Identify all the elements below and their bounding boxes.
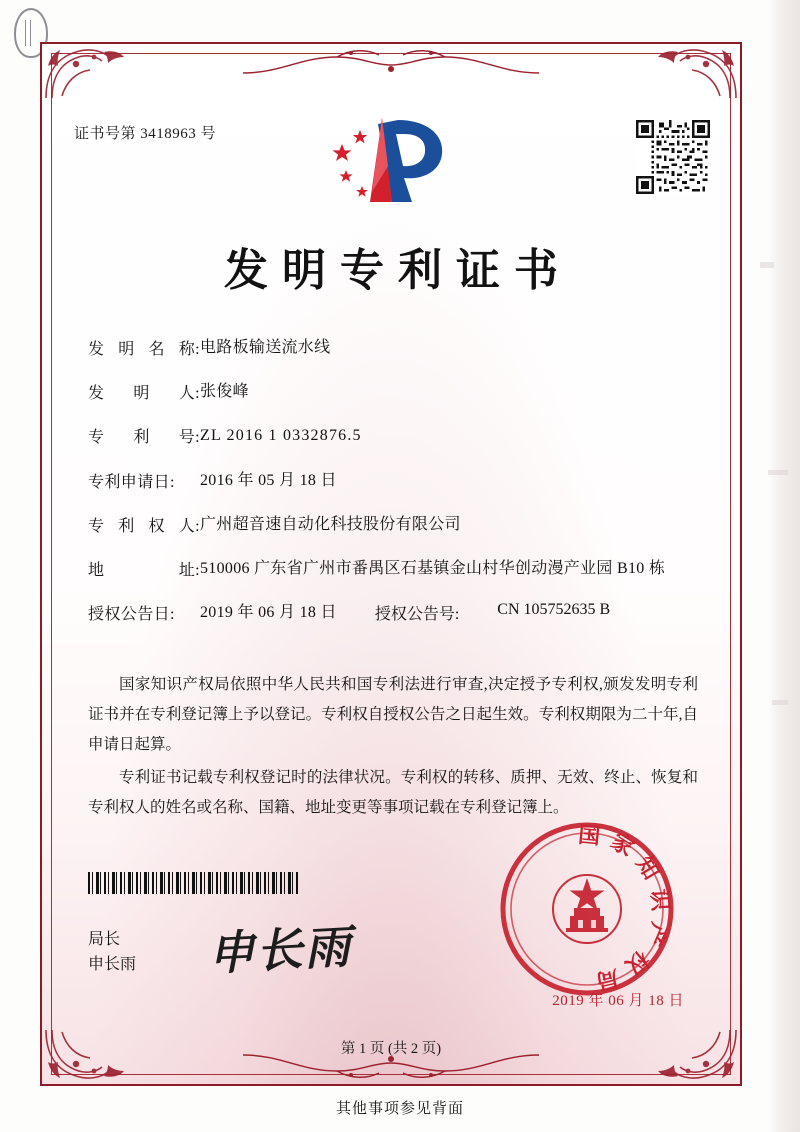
certificate-number: 证书号第 3418963 号: [74, 126, 217, 142]
field-label: 专 利 号:: [88, 429, 200, 447]
field-value: ZL 2016 1 0332876.5: [200, 427, 362, 445]
scan-artifact: [760, 262, 774, 268]
field-application-date: [88, 469, 694, 492]
scan-edge-shadow: [766, 0, 800, 1132]
official-seal-icon: [494, 816, 680, 1002]
field-grant-announcement: [88, 601, 694, 624]
field-label-secondary: 授权公告号:: [374, 606, 460, 624]
svg-text:国家知识产权局: 国家知识产权局: [577, 821, 674, 997]
page-indicator: 第 1 页 (共 2 页): [340, 1041, 442, 1057]
field-label: 发 明 名 称:: [88, 341, 200, 358]
field-list: [88, 336, 694, 645]
field-label: 专利申请日:: [88, 473, 175, 491]
cnipa-logo-icon: [326, 114, 456, 210]
signer-block: [88, 928, 136, 978]
field-label: 授权公告日:: [88, 606, 175, 624]
page-title: 发明专利证书: [224, 245, 572, 296]
field-value: 电路板输送流水线: [200, 339, 331, 356]
field-label: 地 址:: [88, 561, 200, 579]
field-patentee: [88, 513, 694, 536]
scan-artifact: [772, 700, 788, 705]
legal-text: [88, 670, 698, 825]
handwritten-signature: 申长雨: [206, 919, 354, 981]
field-patent-number: [88, 424, 694, 447]
field-value-secondary: CN 105752635 B: [497, 601, 611, 619]
corner-ornament-icon: [42, 44, 128, 102]
barcode-icon: [88, 872, 300, 894]
legal-paragraph: 国家知识产权局依照中华人民共和国专利法进行审查,决定授予专利权,颁发发明专利证书并在专利登记簿上予以登记。专利权自授权公告之日起生效。专利权期限为二十年,自申请日起算。: [88, 676, 698, 754]
legal-paragraph: 专利证书记载专利权登记时的法律状况。专利权的转移、质押、无效、终止、恢复和专利权人的姓名或名称、国籍、地址变更等事项记载在专利登记簿上。: [88, 768, 698, 816]
top-ornament-icon: [241, 43, 541, 77]
seal-date: 2019 年 06 月 18 日: [552, 993, 684, 1009]
field-value: 2019 年 06 月 18 日: [200, 604, 337, 622]
field-value: 510006 广东省广州市番禺区石基镇金山村华创动漫产业园 B10 栋: [200, 559, 666, 577]
field-label: 专 利 权 人:: [88, 517, 200, 535]
footer-note: 其他事项参见背面: [335, 1101, 464, 1117]
corner-ornament-icon: [654, 44, 740, 102]
field-inventor: [88, 380, 694, 403]
signer-role: 局长: [88, 931, 121, 948]
certificate-body: [40, 42, 742, 1086]
field-value: 2016 年 05 月 18 日: [200, 471, 337, 489]
field-address: [88, 557, 694, 580]
qr-code-icon: [636, 120, 710, 194]
signer-name: 申长雨: [88, 955, 137, 973]
field-value: 张俊峰: [200, 383, 249, 401]
field-label: 发 明 人:: [88, 385, 200, 403]
scan-artifact: [768, 470, 788, 475]
field-value: 广州超音速自动化科技股份有限公司: [200, 515, 461, 533]
field-invention-title: [88, 336, 694, 359]
